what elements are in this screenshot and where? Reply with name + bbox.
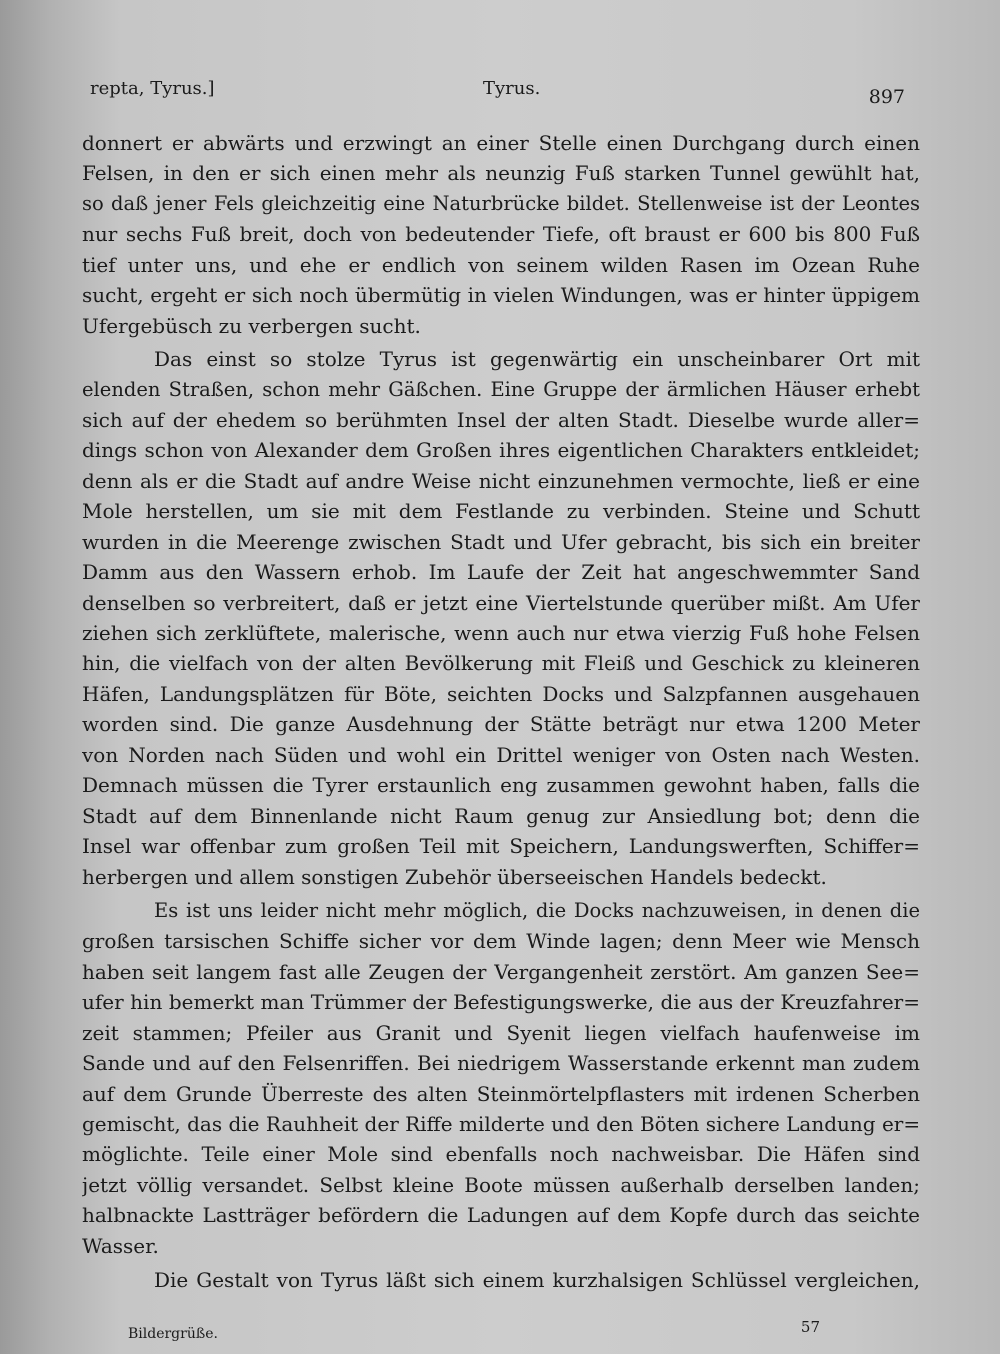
text-line: möglichte. Teile einer Mole sind ebenfalls noch nachweisbar. Die Häfen sind xyxy=(82,1142,920,1167)
text-line: Damm aus den Wassern erhob. Im Laufe der Zeit hat angeschwemmter Sand xyxy=(82,560,920,585)
paragraph xyxy=(82,1265,920,1295)
text-line: Demnach müssen die Tyrer erstaunlich eng zusammen gewohnt haben, falls die xyxy=(82,773,920,798)
text-line: dings schon von Alexander dem Großen ihres eigentlichen Charakters entkleidet; xyxy=(82,438,920,463)
text-line: großen tarsischen Schiffe sicher vor dem Winde lagen; denn Meer wie Mensch xyxy=(82,929,920,954)
text-line: donnert er abwärts und erzwingt an einer Stelle einen Durchgang durch einen xyxy=(82,131,920,155)
text-line: haben seit langem fast alle Zeugen der Vergangenheit zerstört. Am ganzen See= xyxy=(82,959,920,984)
text-line: tief unter uns, und ehe er endlich von seinem wilden Rasen im Ozean Ruhe xyxy=(82,252,920,277)
text-line: Wasser. xyxy=(82,1233,159,1258)
text-line: denselben so verbreitert, daß er jetzt eine Viertelstunde querüber mißt. Am Ufer xyxy=(82,590,920,615)
footer-note: Bildergrüße. xyxy=(128,1326,218,1342)
text-line: worden sind. Die ganze Ausdehnung der Stätte beträgt nur etwa 1200 Meter xyxy=(82,712,920,737)
text-line: Mole herstellen, um sie mit dem Festlande zu verbinden. Steine und Schutt xyxy=(82,499,920,524)
running-header xyxy=(90,78,905,108)
text-line: Felsen, in den er sich einen mehr als neunzig Fuß starken Tunnel gewühlt hat, xyxy=(82,161,920,186)
text-line: wurden in die Meerenge zwischen Stadt und Ufer gebracht, bis sich ein breiter xyxy=(82,529,920,554)
text-line: herbergen und allem sonstigen Zubehör überseeischen Handels bedeckt. xyxy=(82,864,827,889)
header-title: Tyrus. xyxy=(483,78,541,99)
text-line: so daß jener Fels gleichzeitig eine Naturbrücke bildet. Stellenweise ist der Leontes xyxy=(82,191,920,215)
text-line: Die Gestalt von Tyrus läßt sich einem kurzhalsigen Schlüssel vergleichen, xyxy=(154,1268,920,1293)
text-line: ufer hin bemerkt man Trümmer der Befestigungswerke, die aus der Kreuzfahrer= xyxy=(82,990,920,1015)
text-line: gemischt, das die Rauhheit der Riffe milderte und den Böten sichere Landung er= xyxy=(82,1112,920,1136)
text-line: denn als er die Stadt auf andre Weise nicht einzunehmen vermochte, ließ er eine xyxy=(82,468,920,493)
text-line: Stadt auf dem Binnenlande nicht Raum genug zur Ansiedlung bot; denn die xyxy=(82,803,920,828)
text-line: zeit stammen; Pfeiler aus Granit und Syenit liegen vielfach haufenweise im xyxy=(82,1020,920,1045)
text-line: halbnackte Lastträger befördern die Ladungen auf dem Kopfe durch das seichte xyxy=(82,1203,920,1228)
text-line: jetzt völlig versandet. Selbst kleine Boote müssen außerhalb derselben landen; xyxy=(82,1172,920,1197)
paragraph xyxy=(82,896,920,1261)
text-line: auf dem Grunde Überreste des alten Steinmörtelpflasters mit irdenen Scherben xyxy=(82,1081,920,1106)
text-line: von Norden nach Süden und wohl ein Drittel weniger von Osten nach Westen. xyxy=(82,742,920,767)
paragraph xyxy=(82,128,920,341)
header-left-text: repta, Tyrus.] xyxy=(90,78,215,99)
text-line: sich auf der ehedem so berühmten Insel der alten Stadt. Dieselbe wurde aller= xyxy=(82,407,920,432)
paragraph xyxy=(82,344,920,892)
signature-mark: 57 xyxy=(800,1318,820,1336)
text-line: Ufergebüsch zu verbergen sucht. xyxy=(82,313,421,338)
text-line: elenden Straßen, schon mehr Gäßchen. Eine Gruppe der ärmlichen Häuser erhebt xyxy=(82,377,920,401)
text-line: Das einst so stolze Tyrus ist gegenwärtig ein unscheinbarer Ort mit xyxy=(154,347,920,372)
text-line: Insel war offenbar zum großen Teil mit Speichern, Landungswerften, Schiffer= xyxy=(82,834,920,859)
text-line: ziehen sich zerklüftete, malerische, wenn auch nur etwa vierzig Fuß hohe Felsen xyxy=(82,621,920,645)
text-line: Sande und auf den Felsenriffen. Bei niedrigem Wasserstande erkennt man zudem xyxy=(82,1051,920,1076)
text-line: hin, die vielfach von der alten Bevölkerung mit Fleiß und Geschick zu kleineren xyxy=(82,651,920,676)
text-line: Es ist uns leider nicht mehr möglich, die Docks nachzuweisen, in denen die xyxy=(154,898,920,922)
text-line: Häfen, Landungsplätzen für Böte, seichten Docks und Salzpfannen ausgehauen xyxy=(82,681,920,706)
page-number: 897 xyxy=(868,86,905,108)
text-line: nur sechs Fuß breit, doch von bedeutender Tiefe, oft braust er 600 bis 800 Fuß xyxy=(82,222,920,247)
body-text xyxy=(82,128,920,1296)
text-line: sucht, ergeht er sich noch übermütig in vielen Windungen, was er hinter üppigem xyxy=(82,283,920,308)
